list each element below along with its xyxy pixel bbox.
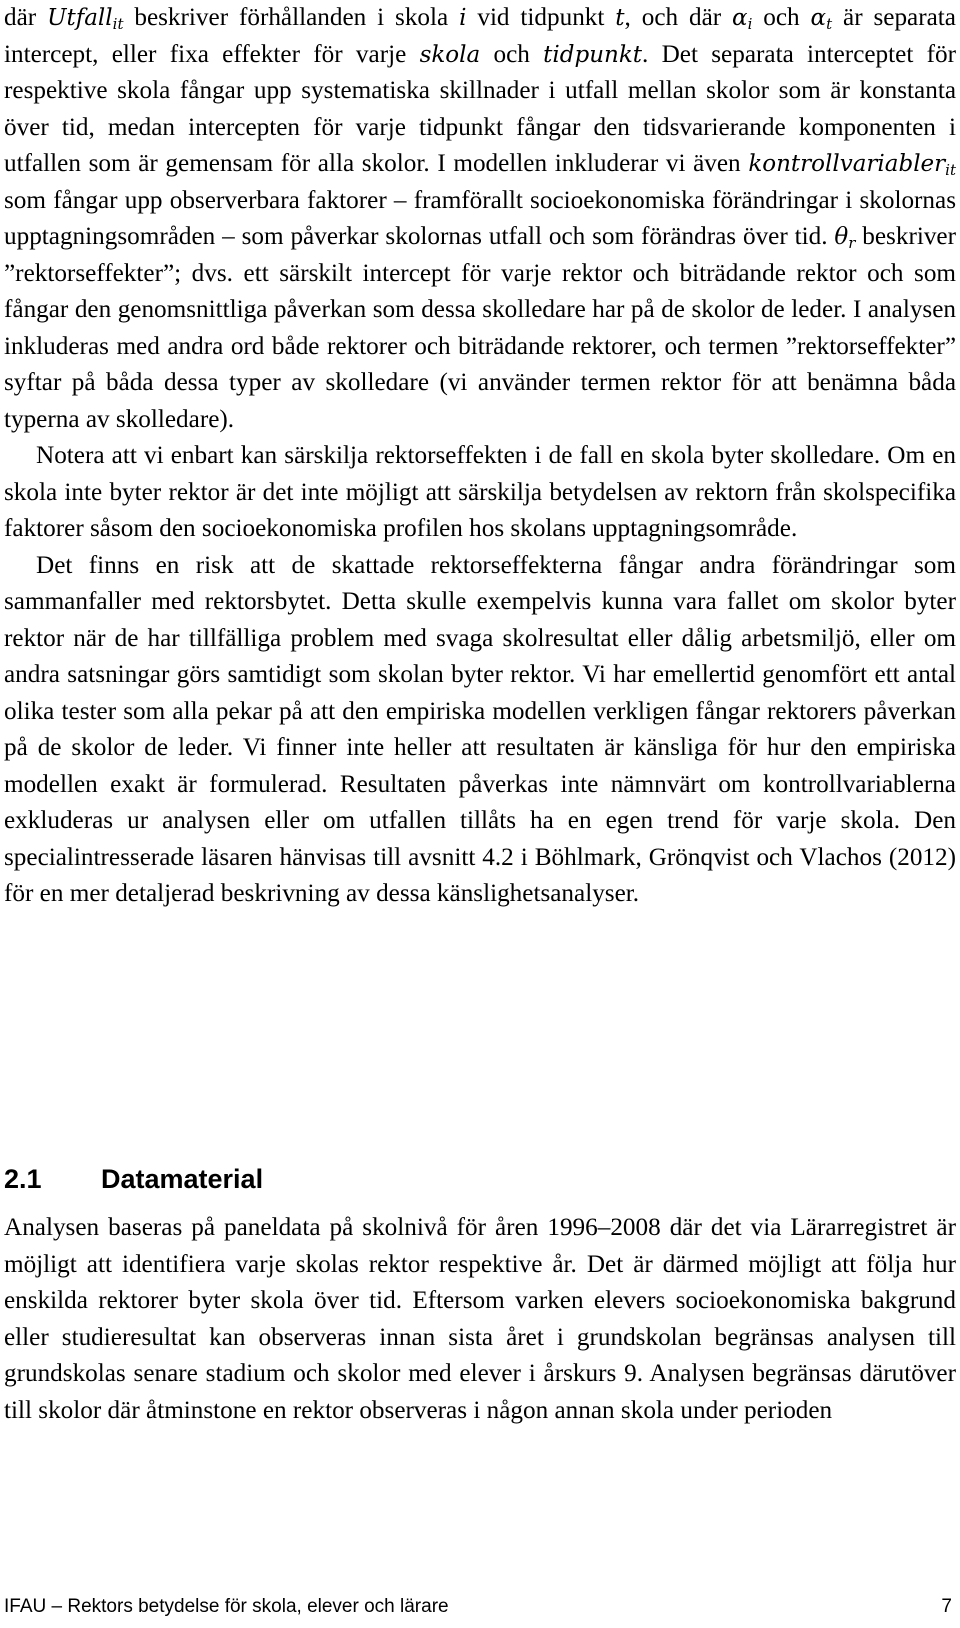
text-run: där [4, 4, 48, 31]
math-skola: skola [419, 41, 481, 68]
section-number: 2.1 [4, 1164, 42, 1194]
page-footer [4, 1595, 952, 1619]
math-symbol: α [732, 5, 748, 31]
math-tidpunkt: tidpunkt [543, 41, 643, 68]
text-run: vid tidpunkt [466, 4, 616, 31]
math-t: t [615, 5, 625, 31]
math-symbol: Utfall [47, 5, 113, 31]
page-number: 7 [941, 1596, 952, 1617]
math-symbol: α [810, 5, 827, 31]
math-alpha-t [811, 5, 833, 31]
math-kontrollvariabler [748, 151, 956, 177]
math-theta-r [834, 224, 855, 250]
text-run: är separata intercept, eller fixa effekter för varje [4, 4, 956, 68]
math-symbol: kontrollvariabler [748, 151, 946, 177]
paragraph-model-description [4, 0, 956, 438]
text-run: . Det separata interceptet för respektive skola fångar upp systematiska skillnader i utfall mellan skolor som är konstanta över tid, medan intercepten för varje tidpunkt fångar den tidsvarierande komponenten i utfallen som är gemensam för alla skolor. I modellen inkluderar vi även [4, 40, 956, 177]
text-run: och [752, 4, 811, 31]
math-subscript: i [747, 15, 753, 33]
section-heading [4, 1163, 263, 1195]
body-text-upper [4, 0, 956, 913]
text-run: , och där [624, 4, 733, 31]
text-run: och [480, 40, 544, 68]
math-i: i [459, 5, 467, 31]
math-subscript: r [848, 234, 856, 252]
math-subscript: it [945, 161, 956, 179]
body-text-lower [4, 1210, 956, 1429]
paragraph-datamaterial: Analysen baseras på paneldata på skolnivå för åren 1996–2008 där det via Lärarregistret är möjligt att identifiera varje skolas rektor respektive år. Det är därmed möjligt att följa hur enskilda rektorer byter skola över tid. Eftersom varken elevers socioekonomiska bakgrund eller studieresultat kan observeras innan sista året i grundskolan begränsas analysen till grundskolas senare stadium och skolor med elever i årskurs 9. Analysen begränsas därutöver till skolor där åtminstone en rektor observeras i någon annan skola under perioden [4, 1214, 956, 1424]
math-subscript: it [112, 15, 124, 33]
paragraph-notera: Notera att vi enbart kan särskilja rektorseffekten i de fall en skola byter skolledare. Om en skola inte byter rektor är det inte möjligt att särskilja betydelsen av rektorn från skolspecifika faktorer såsom den socioekonomiska profilen hos skolans upptagningsområde. [4, 442, 956, 542]
text-run: som fångar upp observerbara faktorer – framförallt socioekonomiska förändringar i skolornas upptagningsområden – som påverkar skolornas utfall och som förändras över tid. [4, 186, 956, 250]
section-title: Datamaterial [101, 1164, 264, 1194]
math-alpha-i [732, 5, 752, 31]
text-run: beskriver ”rektorseffekter”; dvs. ett särskilt intercept för varje rektor och biträdande rektor och som fångar den genomsnittliga påverkan som dessa skolledare har på de skolor de leder. I analysen inkluderas med andra ord både rektorer och biträdande rektorer, och termen ”rektorseffekter” syftar på båda dessa typer av skolledare (vi använder termen rektor för att benämna båda typerna av skolledare). [4, 223, 956, 433]
text-run: beskriver förhållanden i skola [123, 4, 460, 31]
math-utfall [47, 5, 123, 31]
math-subscript: t [826, 15, 833, 33]
paragraph-risk: Det finns en risk att de skattade rektorseffekterna fångar andra förändringar som sammanfaller med rektorsbytet. Detta skulle exempelvis kunna vara fallet om skolor byter rektor när de har tillfälliga problem med svaga skolresultat eller dålig arbetsmiljö, eller om andra satsningar görs samtidigt som skolan byter rektor. Vi har emellertid genomfört ett antal olika tester som alla pekar på att den empiriska modellen verkligen fångar rektorers påverkan på de skolor de leder. Vi finner inte heller att resultaten är känsliga för hur den empiriska modellen exakt är formulerad. Resultaten påverkas inte nämnvärt om kontrollvariablerna exkluderas ur analysen eller om utfallen tillåts ha en egen trend för varje skola. Den specialintresserade läsaren hänvisas till avsnitt 4.2 i Böhlmark, Grönqvist och Vlachos (2012) för en mer detaljerad beskrivning av dessa känslighetsanalyser. [4, 551, 956, 907]
footer-title: IFAU – Rektors betydelse för skola, elever och lärare [4, 1596, 449, 1617]
math-symbol: θ [834, 224, 849, 250]
